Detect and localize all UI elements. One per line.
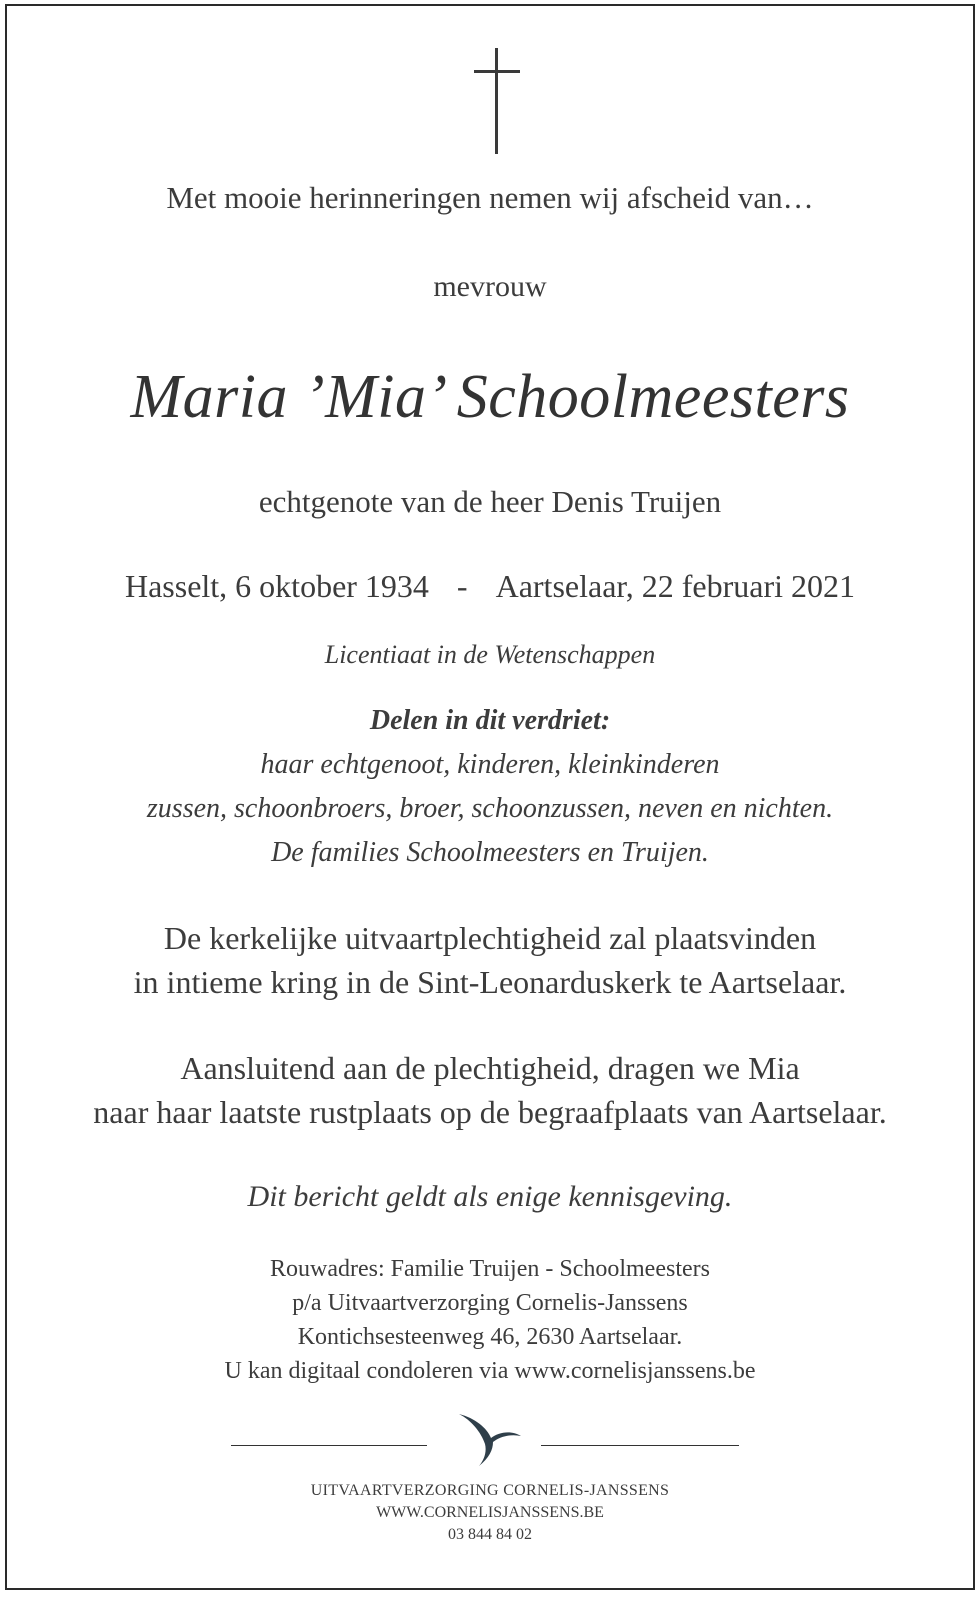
ceremony-line: in intieme kring in de Sint-Leonarduskerk te Aartselaar. [133, 964, 847, 1000]
mourners-heading: Delen in dit verdriet: [369, 705, 611, 736]
intro-text: Met mooie herinneringen nemen wij afscheid van… [166, 180, 814, 215]
bird-logo-icon [451, 1410, 525, 1468]
divider-left [231, 1445, 427, 1446]
cross-icon [474, 48, 520, 156]
funeral-home-footer [7, 1480, 973, 1546]
address-line: U kan digitaal condoleren via www.cornelisjanssens.be [224, 1358, 756, 1384]
address-block [7, 1252, 973, 1388]
mourners-line: haar echtgenoot, kinderen, kleinkinderen [260, 749, 720, 780]
degree-line: Licentiaat in de Wetenschappen [324, 640, 656, 669]
company-phone: 03 844 84 02 [448, 1526, 532, 1543]
address-line: p/a Uitvaartverzorging Cornelis-Janssens [292, 1290, 688, 1316]
death-info: Aartselaar, 22 februari 2021 [495, 568, 856, 604]
address-line: Kontichsesteenweg 46, 2630 Aartselaar. [297, 1324, 683, 1350]
birth-info: Hasselt, 6 oktober 1934 [124, 568, 429, 604]
burial-line: Aansluitend aan de plechtigheid, dragen we Mia [180, 1050, 800, 1086]
divider-right [541, 1445, 739, 1446]
date-separator: - [456, 568, 468, 604]
deceased-name: Maria ’Mia’ Schoolmeesters [130, 363, 850, 431]
company-name: UITVAARTVERZORGING CORNELIS-JANSSENS [310, 1482, 670, 1499]
address-line: Rouwadres: Familie Truijen - Schoolmeesters [270, 1256, 710, 1282]
mourners-block [7, 699, 973, 875]
burial-line: naar haar laatste rustplaats op de begraafplaats van Aartselaar. [93, 1094, 887, 1130]
obituary-card [5, 4, 975, 1590]
spouse-line: echtgenote van de heer Denis Truijen [258, 484, 722, 519]
ceremony-paragraph [7, 916, 973, 1004]
mourners-line: De families Schoolmeesters en Truijen. [271, 837, 709, 868]
notice-line: Dit bericht geldt als enige kennisgeving. [247, 1180, 733, 1213]
life-dates [7, 568, 973, 605]
company-website: WWW.CORNELISJANSSENS.BE [376, 1504, 604, 1521]
honorific: mevrouw [433, 270, 547, 303]
burial-paragraph [7, 1046, 973, 1134]
ceremony-line: De kerkelijke uitvaartplechtigheid zal plaatsvinden [163, 920, 817, 956]
mourners-line: zussen, schoonbroers, broer, schoonzussen, neven en nichten. [146, 793, 834, 824]
